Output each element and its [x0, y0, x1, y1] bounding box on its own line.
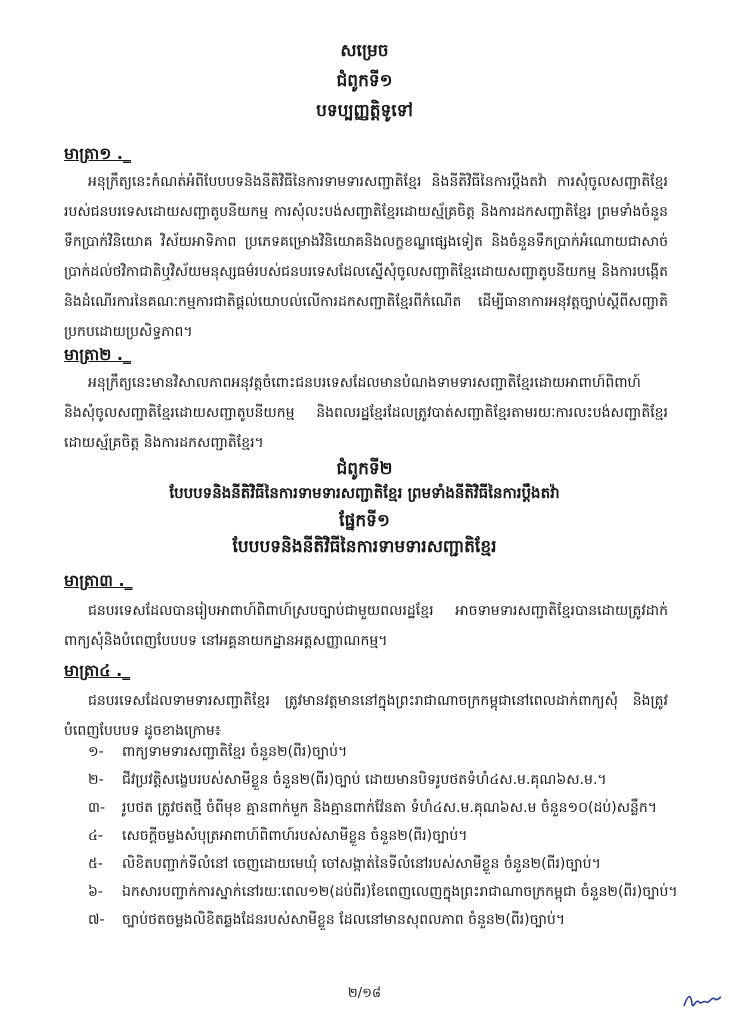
list-item [88, 738, 678, 766]
list-item [88, 822, 678, 850]
list-item [88, 766, 678, 794]
list-item-number: ៧- [88, 912, 105, 928]
article-4-title: មាត្រា៤ ._ [64, 661, 131, 680]
list-item-number: ៣- [88, 800, 106, 816]
article-3-title: មាត្រា៣ ._ [64, 571, 133, 590]
list-item [88, 794, 678, 822]
list-item-text: ឯកសារបញ្ជាក់ការស្នាក់នៅរយៈពេល១២(ដប់ពីរ)ខែពេញលេញក្នុងព្រះរាជាណាចក្រកម្ពុជា ចំនួន២(ពីរ)ច្បាប់។ [122, 884, 678, 900]
part-1-title: បែបបទនិងនីតិវិធីនៃការទាមទារសញ្ជាតិខ្មែរ [232, 537, 497, 557]
part-1-heading: ផ្នែកទី១ [339, 511, 390, 531]
list-item-number: ៤- [88, 828, 103, 844]
list-item-number: ៥- [88, 856, 103, 872]
chapter-2-title: បែបបទនិងនីតិវិធីនៃការទាមទារសញ្ជាតិខ្មែរ ព្រមទាំងនីតិវិធីនៃការប្ដឹងតវ៉ា [169, 484, 560, 502]
article-3-text: ជនបរទេសដែលបានរៀបអាពាហ៍ពិពាហ៍ស្របច្បាប់ជាមួយពលរដ្ឋខ្មែរ អាចទាមទារសញ្ជាតិខ្មែរបានដោយត្រូវដាក់ពាក្យសុំនិងបំពេញបែបបទ នៅអគ្គនាយកដ្ឋានអត្តសញ្ញាណកម្ម។ [64, 603, 668, 649]
list-item [88, 878, 678, 906]
signature-icon [682, 990, 722, 1012]
list-item-number: ១- [88, 744, 104, 760]
list-item-text: ពាក្យទាមទារសញ្ជាតិខ្មែរ ចំនួន២(ពីរ)ច្បាប់។ [122, 744, 348, 760]
article-1-title: មាត្រា១ ._ [64, 144, 131, 163]
list-item-text: សេចក្ដីចម្លងសំបុត្រអាពាហ៍ពិពាហ៍របស់សាមីខ្លួន ចំនួន២(ពីរ)ច្បាប់។ [122, 828, 468, 844]
article-4-text: ជនបរទេសដែលទាមទារសញ្ជាតិខ្មែរ ត្រូវមានវត្តមាននៅក្នុងព្រះរាជាណាចក្រកម្ពុជានៅពេលដាក់ពាក្យសុំ និងត្រូវបំពេញបែបបទ ដូចខាងក្រោម៖ [64, 693, 668, 739]
list-item-text: រូបថត ត្រូវថតថ្មី ចំពីមុខ គ្មានពាក់មួក និងគ្មានពាក់វ៉ែនតា ទំហំ៤ស.ម.គុណ៦ស.ម ចំនួន១០(ដប់)សន្លឹក។ [122, 800, 658, 816]
list-item-text: ជីវប្រវត្តិសង្ខេបរបស់សាមីខ្លួន ចំនួន២(ពីរ)ច្បាប់ ដោយមានបិទរូបថតទំហំ៤ស.ម.គុណ៦ស.ម.។ [122, 772, 607, 788]
list-item-text: លិខិតបញ្ជាក់ទីលំនៅ ចេញដោយមេឃុំ ចៅសង្កាត់នៃទីលំនៅរបស់សាមីខ្លួន ចំនួន២(ពីរ)ច្បាប់។ [122, 856, 601, 872]
page-number: ២/១៨ [347, 986, 382, 1001]
list-item [88, 850, 678, 878]
article-1-text: អនុក្រឹត្យនេះកំណត់អំពីបែបបទនិងនីតិវិធីនៃការទាមទារសញ្ជាតិខ្មែរ និងនីតិវិធីនៃការប្ដឹងតវ៉ា ការសុំចូលសញ្ជាតិខ្មែររបស់ជនបរទេសដោយសញ្ជាតូបនីយកម្ម ការសុំលះបង់សញ្ជាតិខ្មែរដោយស្ម័គ្រចិត្ត និងការដកសញ្ជាតិខ្មែរ ព្រមទាំងចំនួនទឹកប្រាក់វិនិយោគ វិស័យអាទិភាព ប្រភេទគម្រោងវិនិយោគនិងលក្ខខណ្ឌផ្សេងទៀត និងចំនួនទឹកប្រាក់អំណោយជាសាច់ប្រាក់ដល់ថវិកាជាតិឬវិស័យមនុស្សធម៌របស់ជនបរទេសដែលស្នើសុំចូលសញ្ជាតិខ្មែរដោយសញ្ជាតូបនីយកម្ម និងការបង្កើតនិងដំណើរការនៃគណៈកម្មការជាតិផ្ដល់យោបល់លើការដកសញ្ជាតិខ្មែរពីកំណើត ដើម្បីធានាការអនុវត្តច្បាប់ស្ដីពីសញ្ជាតិ ប្រកបដោយប្រសិទ្ធភាព។ [64, 174, 668, 340]
article-2-title: មាត្រា២ ._ [64, 345, 131, 364]
list-item-number: ២- [88, 772, 104, 788]
list-item-text: ច្បាប់ថតចម្លងលិខិតឆ្លងដែនរបស់សាមីខ្លួន ដែលនៅមានសុពលភាព ចំនួន២(ពីរ)ច្បាប់។ [122, 912, 566, 928]
list-item-number: ៦- [88, 884, 103, 900]
general-provisions-heading: បទប្បញ្ញត្តិទូទៅ [316, 101, 413, 121]
list-item [88, 906, 678, 934]
requirements-list [88, 738, 678, 934]
article-2-text: អនុក្រឹត្យនេះមានវិសាលភាពអនុវត្តចំពោះជនបរទេសដែលមានបំណងទាមទារសញ្ជាតិខ្មែរដោយអាពាហ៍ពិពាហ៍ និងសុំចូលសញ្ជាតិខ្មែរដោយសញ្ជាតូបនីយកម្ម និងពលរដ្ឋខ្មែរដែលត្រូវបាត់សញ្ជាតិខ្មែរតាមរយៈការលះបង់សញ្ជាតិខ្មែរដោយស្ម័គ្រចិត្ត និងការដកសញ្ជាតិខ្មែរ។ [64, 375, 668, 451]
summary-heading: សម្រេច [340, 41, 389, 61]
chapter-1-heading: ជំពូកទី១ [336, 71, 393, 91]
chapter-2-heading: ជំពូកទី២ [336, 459, 393, 479]
